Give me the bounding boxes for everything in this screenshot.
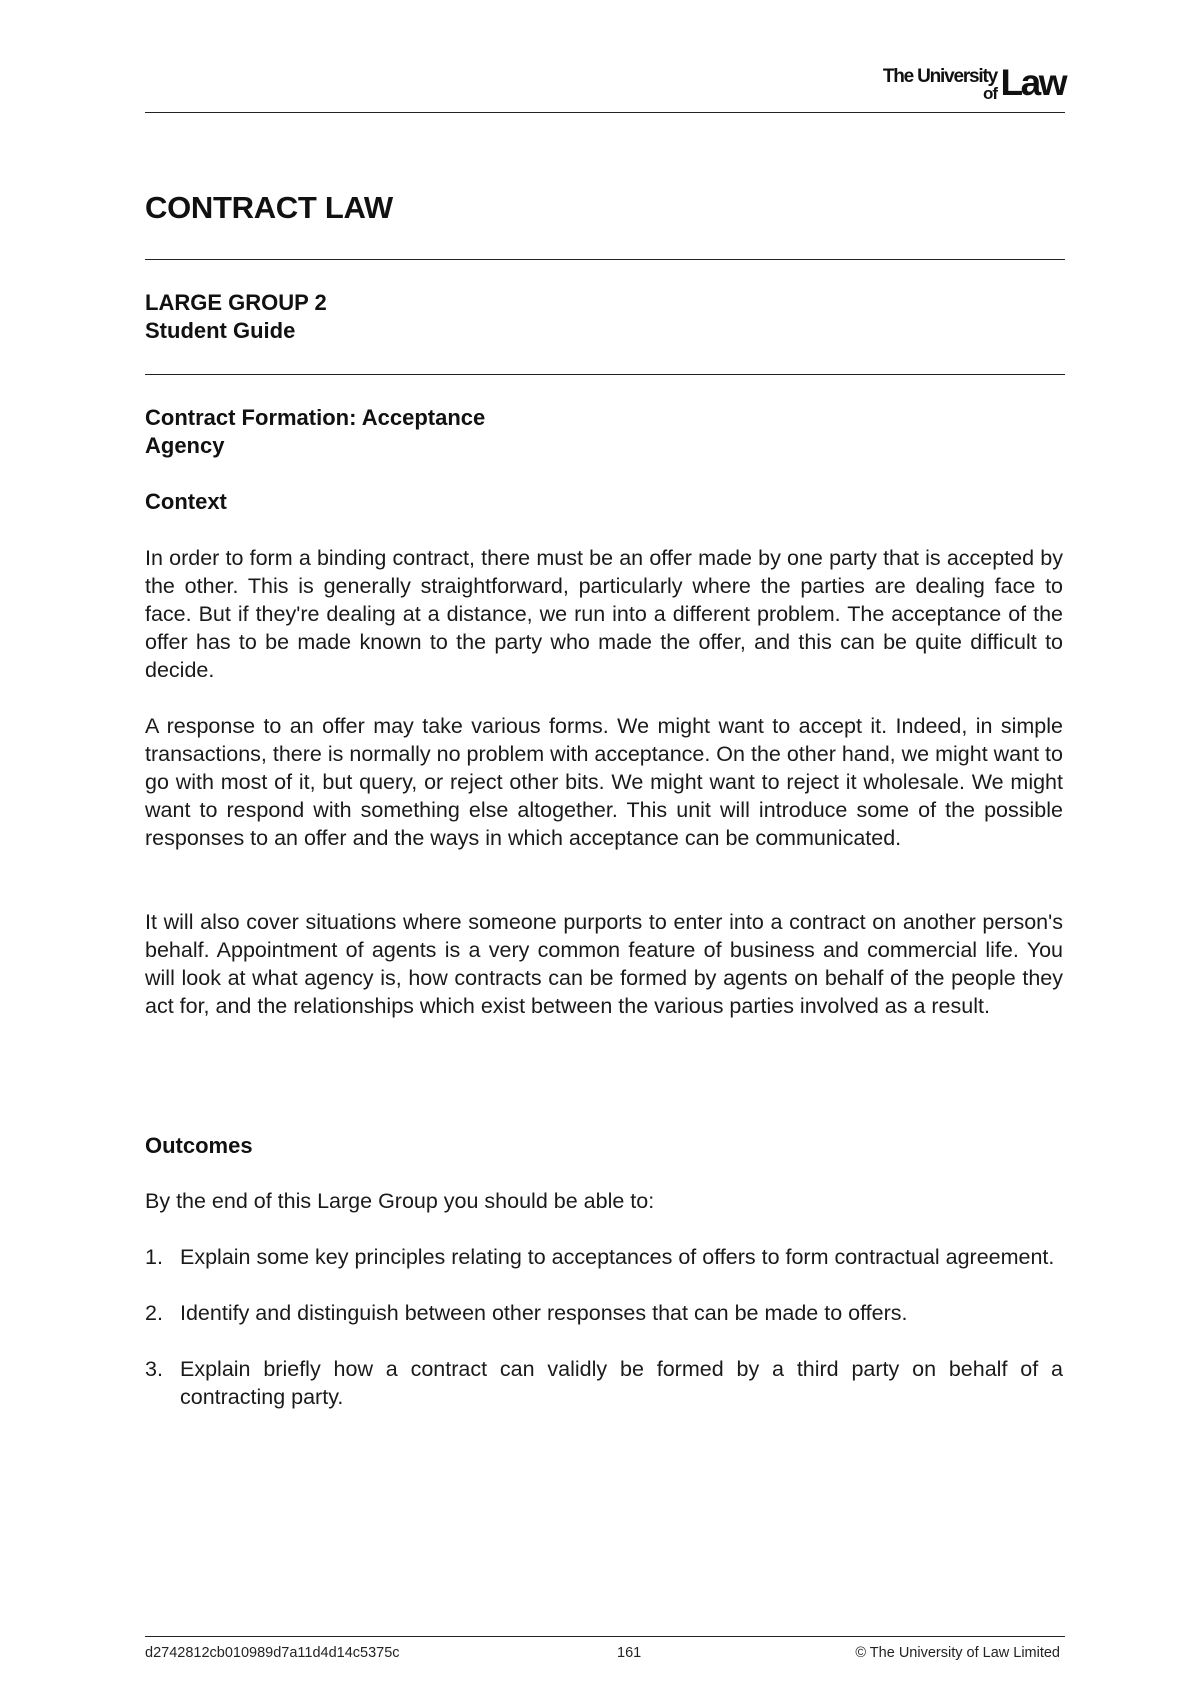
outcome-item [145, 1299, 1063, 1327]
outcome-item [145, 1355, 1063, 1411]
context-paragraph-2: A response to an offer may take various forms. We might want to accept it. Indeed, in simple transactions, there is normally no problem with acceptance. On the other hand, we might want to go with most of it, but query, or reject other bits. We might want to reject it wholesale. We might want to respond with something else altogether. This unit will introduce some of the possible responses to an offer and the ways in which acceptance can be communicated. [145, 714, 1063, 850]
title-rule [145, 259, 1065, 260]
outcome-text: Explain briefly how a contract can validly be formed by a third party on behalf of a contracting party. [180, 1357, 1063, 1409]
footer-page-number: 161 [617, 1645, 642, 1661]
logo-line-3: Law [1000, 62, 1065, 103]
outcomes-heading: Outcomes [145, 1133, 253, 1158]
course-title: CONTRACT LAW [145, 190, 393, 225]
university-logo [855, 62, 1065, 104]
outcome-text: Identify and distinguish between other responses that can be made to offers. [180, 1301, 908, 1325]
outcomes-list [145, 1243, 1063, 1411]
outcome-number: 3. [145, 1357, 163, 1381]
context-paragraph-3: It will also cover situations where someone purports to enter into a contract on another person's behalf. Appointment of agents is a very common feature of business and commercial life. You will look at what agency is, how contracts can be formed by agents on behalf of the people they act for, and the relationships which exist between the various parties involved as a result. [145, 910, 1063, 1018]
session-group: LARGE GROUP 2 [145, 290, 327, 315]
topic-agency: Agency [145, 433, 225, 458]
session-guide: Student Guide [145, 318, 296, 343]
context-heading: Context [145, 489, 227, 514]
footer-rule [145, 1636, 1065, 1637]
session-rule [145, 374, 1065, 375]
footer-copyright: © The University of Law Limited [855, 1645, 1060, 1661]
logo-line-1: The University [882, 66, 997, 87]
outcome-number: 1. [145, 1245, 163, 1269]
outcome-text: Explain some key principles relating to acceptances of offers to form contractual agreement. [180, 1245, 1055, 1269]
outcome-item [145, 1243, 1063, 1271]
outcome-number: 2. [145, 1301, 163, 1325]
logo-line-2: of [982, 84, 997, 103]
outcomes-intro: By the end of this Large Group you should be able to: [145, 1189, 655, 1213]
footer-document-id: d2742812cb010989d7a11d4d14c5375c [145, 1645, 400, 1661]
context-paragraph-1: In order to form a binding contract, there must be an offer made by one party that is accepted by the other. This is generally straightforward, particularly where the parties are dealing face to face. But if they're dealing at a distance, we run into a different problem. The acceptance of the offer has to be made known to the party who made the offer, and this can be quite difficult to decide. [145, 546, 1063, 682]
header-rule [145, 112, 1065, 113]
topic-acceptance: Contract Formation: Acceptance [145, 405, 486, 430]
